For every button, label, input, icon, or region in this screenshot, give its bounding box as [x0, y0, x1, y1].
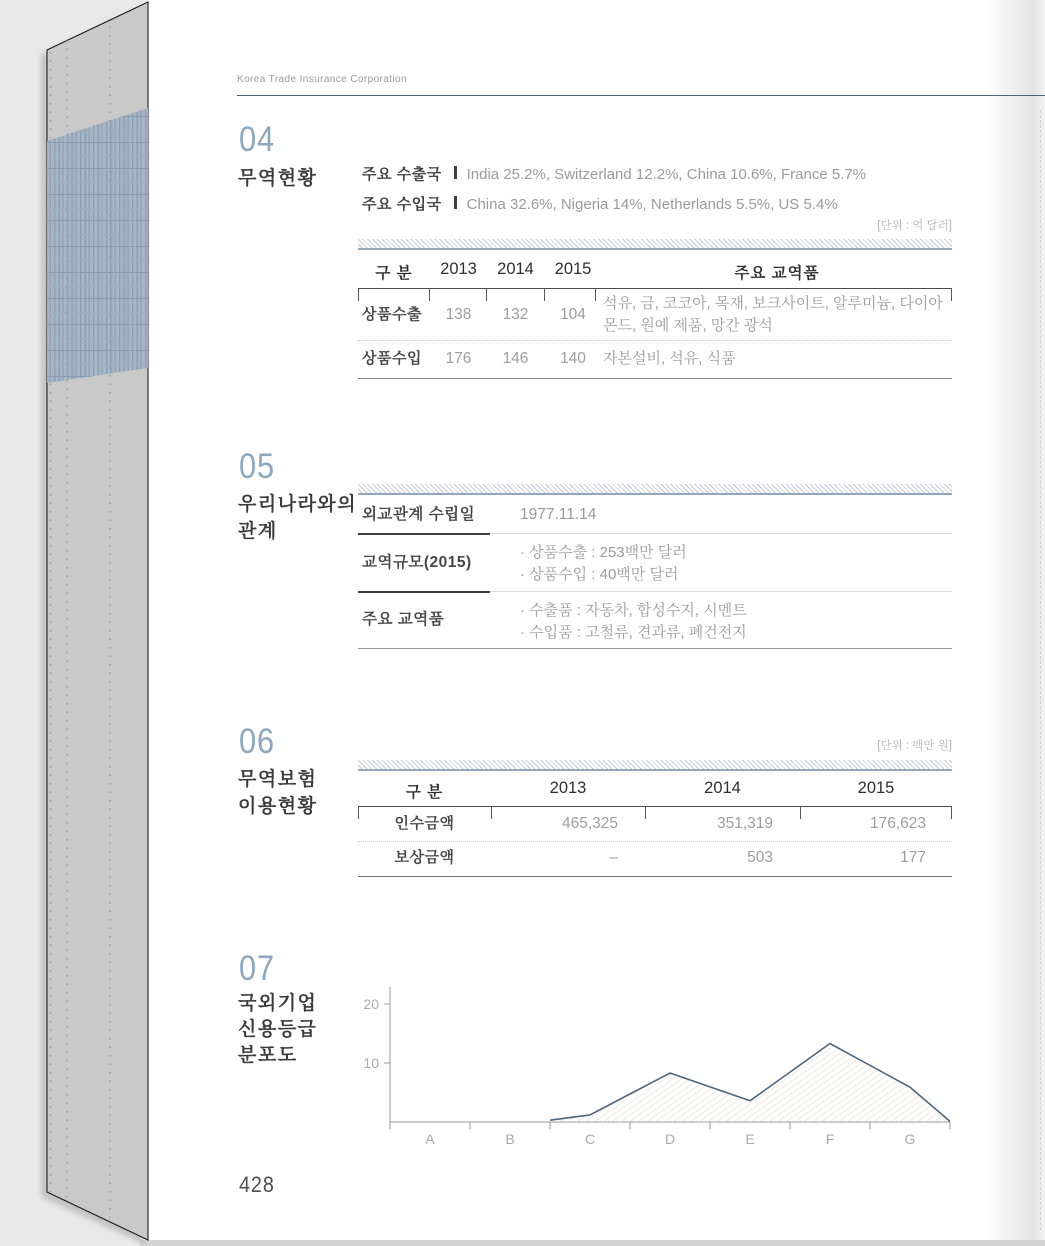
export-countries-line: [362, 163, 866, 184]
section05-number: 05: [239, 447, 276, 486]
cell-2013: 465,325: [561, 815, 618, 832]
cell-2013: 176: [445, 350, 472, 367]
svg-text:C: C: [584, 1131, 596, 1147]
credit-rating-chart: [350, 975, 962, 1150]
header-rule: [237, 95, 1045, 96]
section07-title-line1: 국외기업: [238, 993, 318, 1014]
trade-status-table: [358, 239, 952, 379]
section07-title-line3: 분포도: [238, 1045, 298, 1066]
section04-unit-label: [단위 : 억 달러]: [877, 220, 952, 232]
page-number: 428: [239, 1172, 275, 1197]
svg-text:10: 10: [363, 1055, 379, 1071]
col-header-2013: 2013: [549, 779, 587, 797]
svg-text:F: F: [825, 1131, 835, 1147]
col-header-2015: 2015: [857, 779, 895, 797]
col-header-2013: 2013: [440, 260, 477, 278]
cell-2014: 351,319: [716, 815, 773, 832]
column-tick: [951, 807, 952, 819]
cell-2014: 146: [502, 350, 529, 367]
table-row-label: 인수금액: [394, 815, 455, 832]
section06-number: 06: [239, 722, 276, 761]
import-countries-value: China 32.6%, Nigeria 14%, Netherlands 5.5%, US 5.4%: [466, 196, 838, 213]
row-separator: [490, 533, 952, 534]
export-countries-label: 주요 수출국: [362, 166, 442, 183]
relation-row-label: 외교관계 수립일: [362, 506, 476, 523]
cell-items: 석유, 금, 코코아, 목재, 보크사이트, 알루미늄, 다이아몬드, 원예 제품, 망간 광석: [603, 295, 943, 334]
cell-2013: –: [609, 849, 618, 866]
svg-text:G: G: [904, 1131, 916, 1147]
svg-text:B: B: [505, 1131, 515, 1147]
export-countries-value: India 25.2%, Switzerland 12.2%, China 10.6%, France 5.7%: [466, 166, 867, 183]
section06-title-line2: 이용현황: [238, 796, 318, 817]
section05-title-line1: 우리나라와의: [238, 494, 358, 515]
table-hatch-band: [358, 760, 952, 771]
section07-title-line2: 신용등급: [238, 1019, 318, 1040]
column-tick: [358, 289, 359, 301]
cell-2014: 132: [502, 306, 529, 323]
table-hatch-band: [358, 484, 952, 495]
section05-title-line2: 관계: [238, 521, 278, 542]
row-separator: [490, 591, 952, 592]
col-header-2014: 2014: [497, 260, 534, 278]
col-header-2015: 2015: [554, 260, 592, 278]
running-header: Korea Trade Insurance Corporation: [237, 74, 407, 85]
col-header-items: 주요 교역품: [734, 265, 820, 282]
import-countries-label: 주요 수입국: [362, 196, 442, 213]
cell-2013: 138: [445, 306, 472, 323]
section07-number: 07: [239, 949, 276, 988]
cell-2015: 104: [560, 306, 586, 323]
insurance-usage-table: [358, 760, 952, 877]
divider-bar: [454, 196, 457, 209]
relation-row-value-line2: · 수입품 : 고철류, 견과류, 폐건전지: [520, 624, 747, 641]
divider-bar: [454, 166, 457, 179]
cell-2014: 503: [747, 849, 773, 866]
column-tick: [951, 289, 952, 301]
table-row-label: 상품수출: [362, 306, 422, 323]
relation-row-value-line2: · 상품수입 : 40백만 달러: [520, 566, 679, 583]
relation-row-value-line1: · 상품수출 : 253백만 달러: [520, 544, 687, 561]
svg-text:D: D: [664, 1131, 676, 1147]
relation-row-value: 1977.11.14: [520, 506, 597, 523]
col-header-2014: 2014: [704, 779, 741, 797]
svg-text:20: 20: [363, 996, 379, 1012]
cell-2015: 177: [900, 849, 926, 866]
col-header-group: 구 분: [405, 784, 444, 801]
table-hatch-band: [358, 239, 952, 250]
section04-number: 04: [239, 120, 276, 159]
section04-title: 무역현황: [238, 168, 318, 189]
col-header-group: 구 분: [375, 265, 413, 282]
cell-items: 자본설비, 석유, 식품: [603, 350, 736, 367]
section06-unit-label: [단위 : 백만 원]: [877, 740, 952, 752]
table-row-label: 보상금액: [394, 849, 455, 866]
svg-text:E: E: [745, 1131, 755, 1147]
relation-row-label: 주요 교역품: [362, 611, 445, 628]
relation-row-label: 교역규모(2015): [362, 554, 472, 571]
section06-title-line1: 무역보험: [238, 769, 318, 790]
cell-2015: 140: [560, 350, 586, 367]
relation-row-value-line1: · 수출품 : 자동차, 합성수지, 시멘트: [520, 602, 747, 619]
import-countries-line: [362, 193, 838, 214]
cover-photo-band: [47, 108, 148, 383]
korea-relations-table: [358, 484, 952, 649]
table-row-label: 상품수입: [362, 350, 422, 367]
cell-2015: 176,623: [869, 815, 926, 832]
svg-text:A: A: [425, 1131, 435, 1147]
